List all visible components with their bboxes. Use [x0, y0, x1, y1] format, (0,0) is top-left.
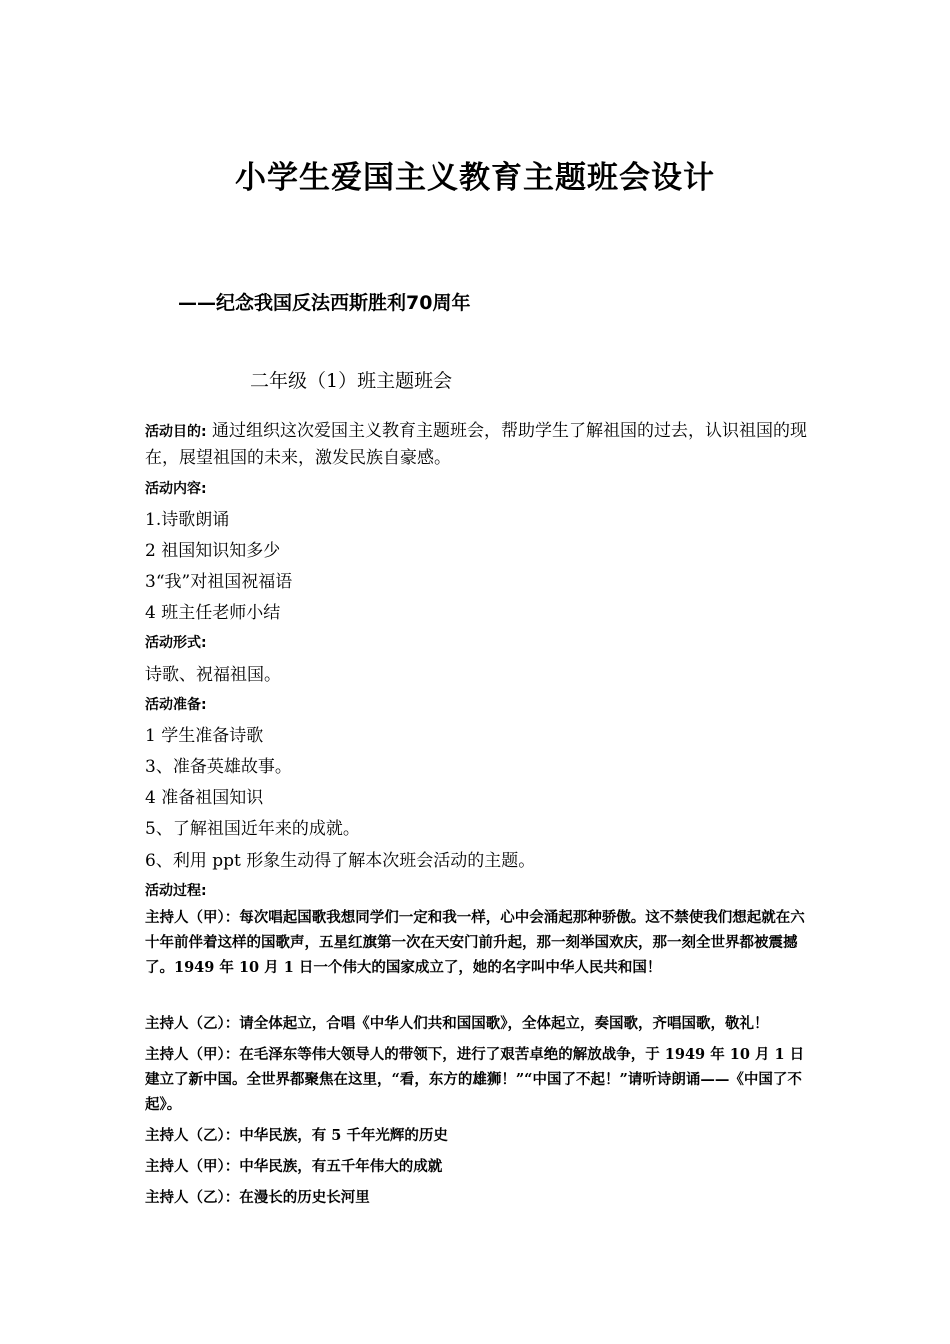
process-label: 活动过程: [145, 883, 207, 899]
content-item: 2 祖国知识知多少 [145, 541, 281, 561]
form-text: 诗歌、祝福祖国。 [145, 665, 281, 685]
purpose-text: 通过组织这次爱国主义教育主题班会，帮助学生了解祖国的过去，认识祖国的现在，展望祖国的未来，激发民族自豪感。 [145, 421, 808, 468]
class-line: 二年级（1）班主题班会 [250, 370, 453, 392]
document-subtitle: ——纪念我国反法西斯胜利70周年 [178, 292, 471, 314]
content-item: 1.诗歌朗诵 [145, 510, 230, 530]
host-paragraph: 主持人（甲）：每次唱起国歌我想同学们一定和我一样，心中会涌起那种骄傲。这不禁使我们想起就在六十年前伴着这样的国歌声，五星红旗第一次在天安门前升起，那一刻举国欢庆，那一刻全世界都被震撼了。1949 年 10 月 1 日一个伟大的国家成立了，她的名字叫中华人民共和国！ [145, 909, 805, 976]
host-paragraph: 主持人（甲）：在毛泽东等伟大领导人的带领下，进行了艰苦卓绝的解放战争，于 1949 年 10 月 1 日建立了新中国。全世界都聚焦在这里，“看，东方的雄狮！”“中国了不起！”请听诗朗诵——《中国了不起》。 [145, 1046, 805, 1113]
purpose-paragraph [145, 418, 815, 471]
form-label: 活动形式: [145, 635, 207, 651]
prep-item: 1 学生准备诗歌 [145, 726, 264, 746]
prep-item: 4 准备祖国知识 [145, 788, 264, 808]
purpose-label: 活动目的: [145, 424, 207, 440]
host-paragraph: 主持人（乙）：请全体起立，合唱《中华人们共和国国歌》，全体起立，奏国歌，齐唱国歌，敬礼！ [145, 1015, 769, 1032]
host-paragraph: 主持人（甲）：中华民族，有五千年伟大的成就 [145, 1158, 443, 1175]
prep-item: 5、了解祖国近年来的成就。 [145, 819, 360, 839]
host-paragraph: 主持人（乙）：在漫长的历史长河里 [145, 1189, 370, 1206]
content-item: 3“我”对祖国祝福语 [145, 572, 293, 592]
prep-item: 3、准备英雄故事。 [145, 757, 292, 777]
prep-label: 活动准备: [145, 697, 207, 713]
content-label: 活动内容: [145, 481, 207, 497]
prep-item: 6、利用 ppt 形象生动得了解本次班会活动的主题。 [145, 851, 536, 871]
document-title: 小学生爱国主义教育主题班会设计 [235, 160, 715, 196]
host-paragraph: 主持人（乙）：中华民族，有 5 千年光辉的历史 [145, 1127, 448, 1144]
content-item: 4 班主任老师小结 [145, 603, 281, 623]
